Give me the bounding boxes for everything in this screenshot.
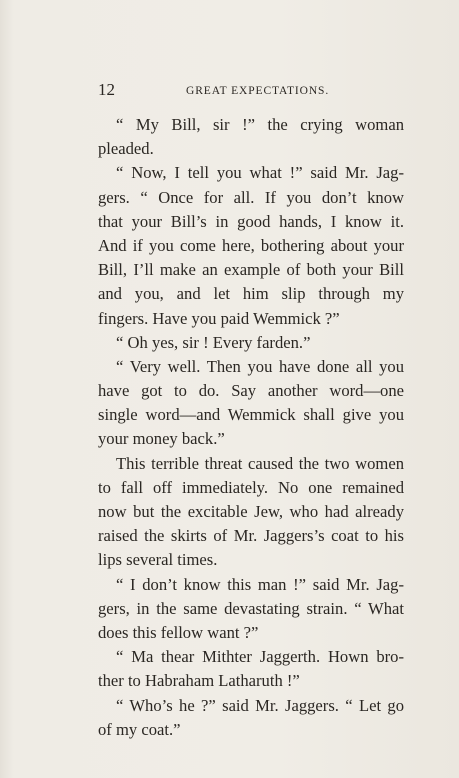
page-header [98,80,404,100]
running-head: GREAT EXPECTATIONS. [186,85,330,97]
text-line: fingers. Have you paid Wemmick ?” [98,308,340,328]
text-line: have got to do. Say another word—one [98,381,404,401]
text-line: “ Who’s he ?” said Mr. Jaggers. “ Let go [116,695,404,715]
text-line: gers. “ Once for all. If you don’t know [98,187,404,207]
text-line: “ Ma thear Mithter Jaggerth. Hown bro- [116,647,404,667]
page-number: 12 [98,80,115,99]
text-line: “ I don’t know this man !” said Mr. Jag- [116,574,404,594]
text-line: “ Very well. Then you have done all you [116,356,404,376]
text-line: And if you come here, bothering about your [98,235,404,255]
text-line: and you, and let him slip through my [98,284,404,304]
text-line: “ Oh yes, sir ! Every farden.” [116,332,311,352]
text-line: now but the excitable Jew, who had already [98,502,404,521]
text-line: that your Bill’s in good hands, I know it. [98,211,404,231]
text-line: This terrible threat caused the two women [116,453,404,473]
body-text [98,113,404,742]
text-line: of my coat.” [98,719,181,739]
text-line: single word—and Wemmick shall give you [98,405,404,425]
text-line: pleaded. [98,139,154,159]
text-line: does this fellow want ?” [98,622,259,642]
text-line: lips several times. [98,550,218,570]
text-line: to fall off immediately. No one remained [98,477,404,497]
text-line: your money back.” [98,429,225,449]
text-line: “ Now, I tell you what !” said Mr. Jag- [116,163,404,183]
text-line: Bill, I’ll make an example of both your Bill [98,260,404,280]
text-line: gers, in the same devastating strain. “ What [98,598,404,618]
text-line: raised the skirts of Mr. Jaggers’s coat to his [98,526,404,546]
text-line: ther to Habraham Latharuth !” [98,671,300,691]
text-line: “ My Bill, sir !” the crying woman [116,115,404,134]
